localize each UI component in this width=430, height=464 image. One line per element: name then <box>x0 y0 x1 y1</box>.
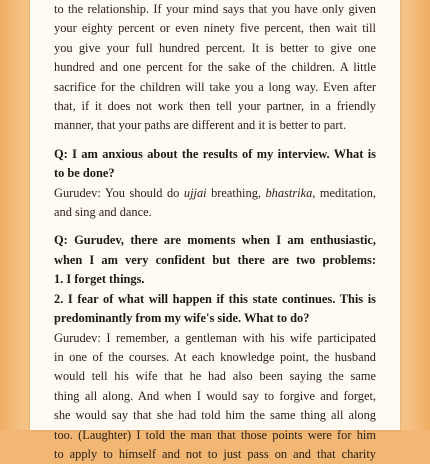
question-line: predominantly from my wife's side. What to do? <box>54 311 310 326</box>
text-line: your eighty percent or even ninety five percent, then wait till <box>54 21 376 36</box>
text-line: hundred and one percent for the sake of the children. A little <box>54 60 376 75</box>
answer-line: too. (Laughter) I told the man that those points were for him <box>54 427 376 442</box>
answer-line: and sing and dance. <box>54 205 152 220</box>
term-bhastrika: bhastrika <box>265 185 313 200</box>
book-page <box>30 0 400 461</box>
text-line: sacrifice for the children will take you a long way. Even after <box>54 79 376 94</box>
text-line: you give your full hundred percent. It is better to give one <box>54 40 376 55</box>
question-line: 2. I fear of what will happen if this state continues. This is <box>54 291 376 306</box>
answer-line: to apply to himself and not to just pass on and that charity <box>54 446 376 461</box>
qa-block-1 <box>54 145 376 223</box>
paragraph-gap <box>54 222 376 231</box>
text-line: that, if it does not work then tell your partner, in a friendly <box>54 99 376 114</box>
answer-line: would tell his wife that he had also been saying the same <box>54 369 376 384</box>
paragraph-gap <box>54 136 376 145</box>
term-ujjai: ujjai <box>183 185 207 200</box>
text-line: manner, that your paths are different and it is better to part. <box>54 118 347 133</box>
paragraph-1 <box>54 0 376 136</box>
question-line: 1. I forget things. <box>54 272 145 287</box>
question-line: to be done? <box>54 166 115 181</box>
answer-line: she would say that she had told him the same thing all along <box>54 408 376 423</box>
text-line: to the relationship. If your mind says that you have only given <box>54 2 376 16</box>
answer-line: thing all along. And when I would say to forgive and forget, <box>54 388 376 403</box>
page-text <box>54 0 376 464</box>
answer-text: , meditation, <box>312 185 376 200</box>
question-line: when I am very confident but there are two problems: <box>54 252 376 267</box>
answer-line: in one of the courses. At each knowledge point, the husband <box>54 349 376 364</box>
qa-block-2 <box>54 231 376 464</box>
answer-prefix: Gurudev: You should do <box>54 185 184 200</box>
question-line: Q: I am anxious about the results of my interview. What is <box>54 146 376 161</box>
answer-line <box>54 184 376 203</box>
answer-text: breathing, <box>206 185 266 200</box>
answer-line: Gurudev: I remember, a gentleman with his wife participated <box>54 330 376 345</box>
question-line: Q: Gurudev, there are moments when I am enthusiastic, <box>54 233 376 248</box>
